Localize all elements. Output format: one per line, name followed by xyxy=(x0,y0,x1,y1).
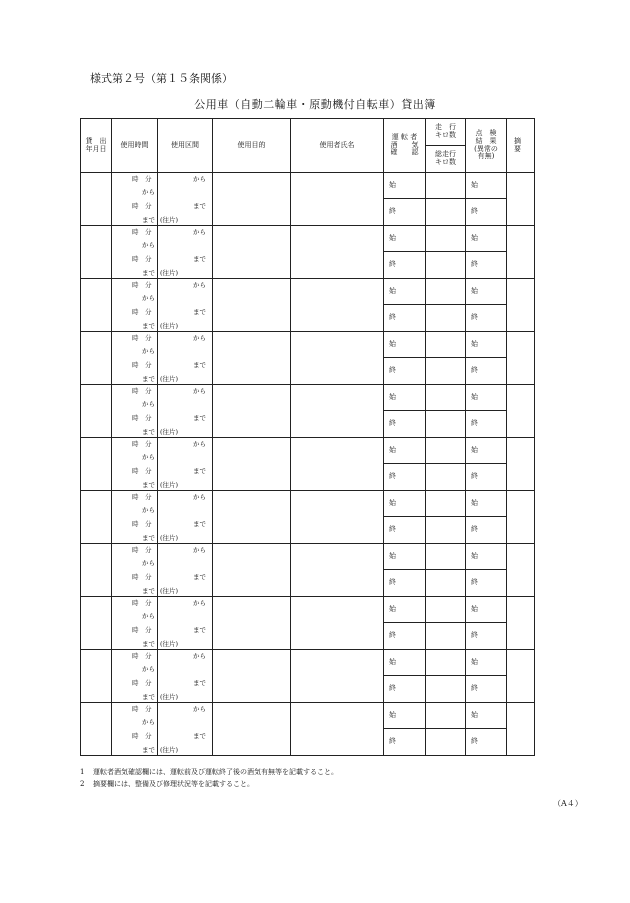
inspection-end-cell[interactable]: 終 xyxy=(466,676,507,703)
use-time-cell[interactable] xyxy=(112,491,158,544)
alcohol-end-cell[interactable]: 終 xyxy=(384,464,426,491)
time-start-label: 時 分 xyxy=(132,546,152,554)
section-round-trip-label: (往片) xyxy=(160,428,179,436)
user-name-cell[interactable] xyxy=(291,438,384,491)
alcohol-end-cell[interactable]: 終 xyxy=(384,623,426,650)
total-distance-cell[interactable] xyxy=(426,199,466,226)
loan-date-cell[interactable] xyxy=(81,597,112,650)
user-name-cell[interactable] xyxy=(291,650,384,703)
alcohol-end-cell[interactable]: 終 xyxy=(384,199,426,226)
note-2-text: 摘要欄には、整備及び修理状況等を記載すること。 xyxy=(93,780,254,788)
header-distance xyxy=(426,119,466,146)
inspection-start-cell[interactable]: 始 xyxy=(466,173,507,199)
header-alcohol-line2: 酒 気 xyxy=(390,140,419,149)
time-from-label: から xyxy=(142,665,155,673)
inspection-start-cell[interactable]: 始 xyxy=(466,491,507,517)
section-from-label: から xyxy=(193,440,206,448)
total-distance-cell[interactable] xyxy=(426,252,466,279)
use-time-cell[interactable] xyxy=(112,226,158,279)
user-name-cell[interactable] xyxy=(291,226,384,279)
purpose-cell[interactable] xyxy=(213,650,291,703)
header-loan-date-top: 貸 出 xyxy=(85,136,107,145)
inspection-end-cell[interactable]: 終 xyxy=(466,623,507,650)
header-inspection-line2: 結 果 xyxy=(475,136,497,145)
form-number: 様式第２号（第１５条関係） xyxy=(90,72,233,85)
time-end-label: 時 分 xyxy=(132,202,152,210)
header-distance-line2: キロ数 xyxy=(435,131,456,139)
distance-cell[interactable] xyxy=(426,385,466,411)
use-section-cell[interactable] xyxy=(158,279,213,332)
section-round-trip-label: (往片) xyxy=(160,534,179,542)
distance-cell[interactable] xyxy=(426,544,466,570)
section-until-label: まで xyxy=(193,679,206,687)
section-until-label: まで xyxy=(193,361,206,369)
section-round-trip-label: (往片) xyxy=(160,269,179,277)
user-name-cell[interactable] xyxy=(291,491,384,544)
inspection-start-cell[interactable]: 始 xyxy=(466,544,507,570)
loan-date-cell[interactable] xyxy=(81,385,112,438)
ledger-row xyxy=(81,703,535,729)
section-from-label: から xyxy=(193,387,206,395)
header-inspection-line3: (異常の xyxy=(474,144,498,153)
alcohol-end-cell[interactable]: 終 xyxy=(384,305,426,332)
purpose-cell[interactable] xyxy=(213,226,291,279)
paper-size-label: （A４） xyxy=(553,799,583,808)
loan-date-cell[interactable] xyxy=(81,438,112,491)
section-round-trip-label: (往片) xyxy=(160,481,179,489)
user-name-cell[interactable] xyxy=(291,703,384,756)
time-start-label: 時 分 xyxy=(132,705,152,713)
use-time-cell[interactable] xyxy=(112,385,158,438)
use-section-cell[interactable] xyxy=(158,703,213,756)
alcohol-start-cell[interactable]: 始 xyxy=(384,491,426,517)
use-time-cell[interactable] xyxy=(112,332,158,385)
ledger-row xyxy=(81,597,535,623)
header-memo: 摘 要 xyxy=(507,119,535,173)
header-alcohol-check xyxy=(384,119,426,173)
inspection-end-cell[interactable]: 終 xyxy=(466,305,507,332)
loan-date-cell[interactable] xyxy=(81,650,112,703)
ledger-row xyxy=(81,544,535,570)
header-inspection-line1: 点 検 xyxy=(475,129,497,138)
inspection-start-cell[interactable]: 始 xyxy=(466,650,507,676)
header-loan-date xyxy=(81,119,112,173)
distance-cell[interactable] xyxy=(426,279,466,305)
time-end-label: 時 分 xyxy=(132,361,152,369)
section-round-trip-label: (往片) xyxy=(160,693,179,701)
section-round-trip-label: (往片) xyxy=(160,746,179,754)
distance-cell[interactable] xyxy=(426,597,466,623)
use-section-cell[interactable] xyxy=(158,597,213,650)
time-until-label: まで xyxy=(142,481,155,489)
purpose-cell[interactable] xyxy=(213,597,291,650)
time-from-label: から xyxy=(142,718,155,726)
inspection-start-cell[interactable]: 始 xyxy=(466,332,507,358)
header-distance-line1: 走 行 xyxy=(435,123,456,132)
time-end-label: 時 分 xyxy=(132,467,152,475)
total-distance-cell[interactable] xyxy=(426,676,466,703)
use-section-cell[interactable] xyxy=(158,438,213,491)
user-name-cell[interactable] xyxy=(291,173,384,226)
time-from-label: から xyxy=(142,506,155,514)
ledger-row xyxy=(81,491,535,517)
memo-cell[interactable] xyxy=(507,385,535,438)
purpose-cell[interactable] xyxy=(213,332,291,385)
alcohol-start-cell[interactable]: 始 xyxy=(384,173,426,199)
use-time-cell[interactable] xyxy=(112,597,158,650)
inspection-end-cell[interactable]: 終 xyxy=(466,464,507,491)
user-name-cell[interactable] xyxy=(291,332,384,385)
user-name-cell[interactable] xyxy=(291,544,384,597)
inspection-start-cell[interactable]: 始 xyxy=(466,703,507,729)
purpose-cell[interactable] xyxy=(213,544,291,597)
time-end-label: 時 分 xyxy=(132,573,152,581)
memo-cell[interactable] xyxy=(507,650,535,703)
section-until-label: まで xyxy=(193,255,206,263)
purpose-cell[interactable] xyxy=(213,385,291,438)
total-distance-cell[interactable] xyxy=(426,411,466,438)
section-until-label: まで xyxy=(193,626,206,634)
note-2-number: 2 xyxy=(80,780,85,788)
use-section-cell[interactable] xyxy=(158,332,213,385)
note-2 xyxy=(80,778,338,790)
distance-cell[interactable] xyxy=(426,491,466,517)
inspection-end-cell[interactable]: 終 xyxy=(466,411,507,438)
time-end-label: 時 分 xyxy=(132,255,152,263)
total-distance-cell[interactable] xyxy=(426,464,466,491)
user-name-cell[interactable] xyxy=(291,385,384,438)
section-from-label: から xyxy=(193,493,206,501)
ledger-title: 公用車（自動二輪車・原動機付自転車）貸出簿 xyxy=(194,98,436,111)
use-time-cell[interactable] xyxy=(112,703,158,756)
section-from-label: から xyxy=(193,175,206,183)
note-1-number: 1 xyxy=(80,768,85,776)
total-distance-cell[interactable] xyxy=(426,623,466,650)
time-until-label: まで xyxy=(142,269,155,277)
section-until-label: まで xyxy=(193,732,206,740)
section-until-label: まで xyxy=(193,573,206,581)
time-start-label: 時 分 xyxy=(132,175,152,183)
time-start-label: 時 分 xyxy=(132,334,152,342)
use-section-cell[interactable] xyxy=(158,173,213,226)
notes xyxy=(80,766,338,790)
section-until-label: まで xyxy=(193,414,206,422)
time-from-label: から xyxy=(142,612,155,620)
ledger-row xyxy=(81,173,535,199)
header-inspection-line4: 有無) xyxy=(477,152,495,161)
time-end-label: 時 分 xyxy=(132,732,152,740)
inspection-start-cell[interactable]: 始 xyxy=(466,438,507,464)
time-until-label: まで xyxy=(142,322,155,330)
total-distance-cell[interactable] xyxy=(426,517,466,544)
section-until-label: まで xyxy=(193,308,206,316)
distance-cell[interactable] xyxy=(426,226,466,252)
loan-date-cell[interactable] xyxy=(81,332,112,385)
loan-date-cell[interactable] xyxy=(81,173,112,226)
note-1 xyxy=(80,766,338,778)
inspection-start-cell[interactable]: 始 xyxy=(466,279,507,305)
section-from-label: から xyxy=(193,334,206,342)
ledger-row xyxy=(81,332,535,358)
distance-cell[interactable] xyxy=(426,173,466,199)
section-from-label: から xyxy=(193,228,206,236)
time-start-label: 時 分 xyxy=(132,387,152,395)
use-section-cell[interactable] xyxy=(158,226,213,279)
alcohol-start-cell[interactable]: 始 xyxy=(384,597,426,623)
time-from-label: から xyxy=(142,188,155,196)
inspection-start-cell[interactable]: 始 xyxy=(466,226,507,252)
loan-ledger-table xyxy=(80,118,540,756)
total-distance-cell[interactable] xyxy=(426,570,466,597)
inspection-start-cell[interactable]: 始 xyxy=(466,385,507,411)
ledger-row xyxy=(81,385,535,411)
use-time-cell[interactable] xyxy=(112,544,158,597)
memo-cell[interactable] xyxy=(507,438,535,491)
section-until-label: まで xyxy=(193,520,206,528)
purpose-cell[interactable] xyxy=(213,438,291,491)
total-distance-cell[interactable] xyxy=(426,305,466,332)
alcohol-start-cell[interactable]: 始 xyxy=(384,438,426,464)
time-start-label: 時 分 xyxy=(132,281,152,289)
memo-cell[interactable] xyxy=(507,332,535,385)
section-from-label: から xyxy=(193,599,206,607)
alcohol-end-cell[interactable]: 終 xyxy=(384,570,426,597)
purpose-cell[interactable] xyxy=(213,491,291,544)
alcohol-start-cell[interactable]: 始 xyxy=(384,332,426,358)
time-from-label: から xyxy=(142,241,155,249)
time-from-label: から xyxy=(142,347,155,355)
distance-cell[interactable] xyxy=(426,703,466,729)
time-until-label: まで xyxy=(142,640,155,648)
use-section-cell[interactable] xyxy=(158,385,213,438)
alcohol-end-cell[interactable]: 終 xyxy=(384,517,426,544)
section-round-trip-label: (往片) xyxy=(160,322,179,330)
distance-cell[interactable] xyxy=(426,438,466,464)
time-until-label: まで xyxy=(142,428,155,436)
section-from-label: から xyxy=(193,281,206,289)
time-start-label: 時 分 xyxy=(132,228,152,236)
purpose-cell[interactable] xyxy=(213,173,291,226)
inspection-end-cell[interactable]: 終 xyxy=(466,729,507,756)
user-name-cell[interactable] xyxy=(291,279,384,332)
alcohol-end-cell[interactable]: 終 xyxy=(384,411,426,438)
total-distance-cell[interactable] xyxy=(426,729,466,756)
section-round-trip-label: (往片) xyxy=(160,216,179,224)
ledger-row xyxy=(81,279,535,305)
time-start-label: 時 分 xyxy=(132,493,152,501)
memo-cell[interactable] xyxy=(507,173,535,226)
inspection-end-cell[interactable]: 終 xyxy=(466,199,507,226)
header-loan-date-bottom: 年月日 xyxy=(85,144,107,153)
memo-cell[interactable] xyxy=(507,226,535,279)
header-use-section: 使用区間 xyxy=(158,119,213,173)
memo-cell[interactable] xyxy=(507,544,535,597)
inspection-start-cell[interactable]: 始 xyxy=(466,597,507,623)
section-from-label: から xyxy=(193,652,206,660)
memo-cell[interactable] xyxy=(507,279,535,332)
time-until-label: まで xyxy=(142,693,155,701)
user-name-cell[interactable] xyxy=(291,597,384,650)
alcohol-end-cell[interactable]: 終 xyxy=(384,729,426,756)
alcohol-start-cell[interactable]: 始 xyxy=(384,703,426,729)
alcohol-end-cell[interactable]: 終 xyxy=(384,676,426,703)
section-round-trip-label: (往片) xyxy=(160,640,179,648)
memo-cell[interactable] xyxy=(507,491,535,544)
section-round-trip-label: (往片) xyxy=(160,375,179,383)
time-until-label: まで xyxy=(142,746,155,754)
header-total-distance-line1: 総走行 xyxy=(435,150,456,159)
use-time-cell[interactable] xyxy=(112,650,158,703)
time-from-label: から xyxy=(142,559,155,567)
header-user-name: 使用者氏名 xyxy=(291,119,384,173)
use-section-cell[interactable] xyxy=(158,544,213,597)
section-until-label: まで xyxy=(193,467,206,475)
header-alcohol-line1: 運 転 者 xyxy=(391,132,418,141)
use-time-cell[interactable] xyxy=(112,438,158,491)
memo-cell[interactable] xyxy=(507,703,535,756)
note-1-text: 運転者酒気確認欄には、運転前及び運転終了後の酒気有無等を記載すること。 xyxy=(93,768,338,776)
header-purpose: 使用目的 xyxy=(213,119,291,173)
loan-date-cell[interactable] xyxy=(81,226,112,279)
time-until-label: まで xyxy=(142,534,155,542)
header-use-time: 使用時間 xyxy=(112,119,158,173)
header-total-distance-line2: キロ数 xyxy=(435,158,456,166)
alcohol-start-cell[interactable]: 始 xyxy=(384,226,426,252)
distance-cell[interactable] xyxy=(426,650,466,676)
time-end-label: 時 分 xyxy=(132,308,152,316)
use-section-cell[interactable] xyxy=(158,491,213,544)
time-end-label: 時 分 xyxy=(132,520,152,528)
alcohol-end-cell[interactable]: 終 xyxy=(384,358,426,385)
time-start-label: 時 分 xyxy=(132,652,152,660)
ledger-row xyxy=(81,226,535,252)
loan-date-cell[interactable] xyxy=(81,491,112,544)
section-until-label: まで xyxy=(193,202,206,210)
distance-cell[interactable] xyxy=(426,332,466,358)
time-until-label: まで xyxy=(142,216,155,224)
alcohol-start-cell[interactable]: 始 xyxy=(384,650,426,676)
time-end-label: 時 分 xyxy=(132,414,152,422)
inspection-end-cell[interactable]: 終 xyxy=(466,252,507,279)
ledger-row xyxy=(81,650,535,676)
section-from-label: から xyxy=(193,705,206,713)
time-start-label: 時 分 xyxy=(132,599,152,607)
section-from-label: から xyxy=(193,546,206,554)
alcohol-start-cell[interactable]: 始 xyxy=(384,279,426,305)
use-time-cell[interactable] xyxy=(112,173,158,226)
time-end-label: 時 分 xyxy=(132,626,152,634)
section-round-trip-label: (往片) xyxy=(160,587,179,595)
purpose-cell[interactable] xyxy=(213,703,291,756)
alcohol-start-cell[interactable]: 始 xyxy=(384,544,426,570)
time-from-label: から xyxy=(142,453,155,461)
inspection-end-cell[interactable]: 終 xyxy=(466,358,507,385)
loan-date-cell[interactable] xyxy=(81,544,112,597)
total-distance-cell[interactable] xyxy=(426,358,466,385)
time-start-label: 時 分 xyxy=(132,440,152,448)
memo-cell[interactable] xyxy=(507,597,535,650)
inspection-end-cell[interactable]: 終 xyxy=(466,517,507,544)
header-total-distance xyxy=(426,146,466,173)
ledger-row xyxy=(81,438,535,464)
purpose-cell[interactable] xyxy=(213,279,291,332)
use-time-cell[interactable] xyxy=(112,279,158,332)
loan-date-cell[interactable] xyxy=(81,703,112,756)
time-from-label: から xyxy=(142,400,155,408)
header-inspection xyxy=(466,119,507,173)
header-alcohol-line3: 確 認 xyxy=(390,148,419,157)
alcohol-end-cell[interactable]: 終 xyxy=(384,252,426,279)
alcohol-start-cell[interactable]: 始 xyxy=(384,385,426,411)
loan-date-cell[interactable] xyxy=(81,279,112,332)
inspection-end-cell[interactable]: 終 xyxy=(466,570,507,597)
time-until-label: まで xyxy=(142,587,155,595)
time-from-label: から xyxy=(142,294,155,302)
time-end-label: 時 分 xyxy=(132,679,152,687)
use-section-cell[interactable] xyxy=(158,650,213,703)
time-until-label: まで xyxy=(142,375,155,383)
